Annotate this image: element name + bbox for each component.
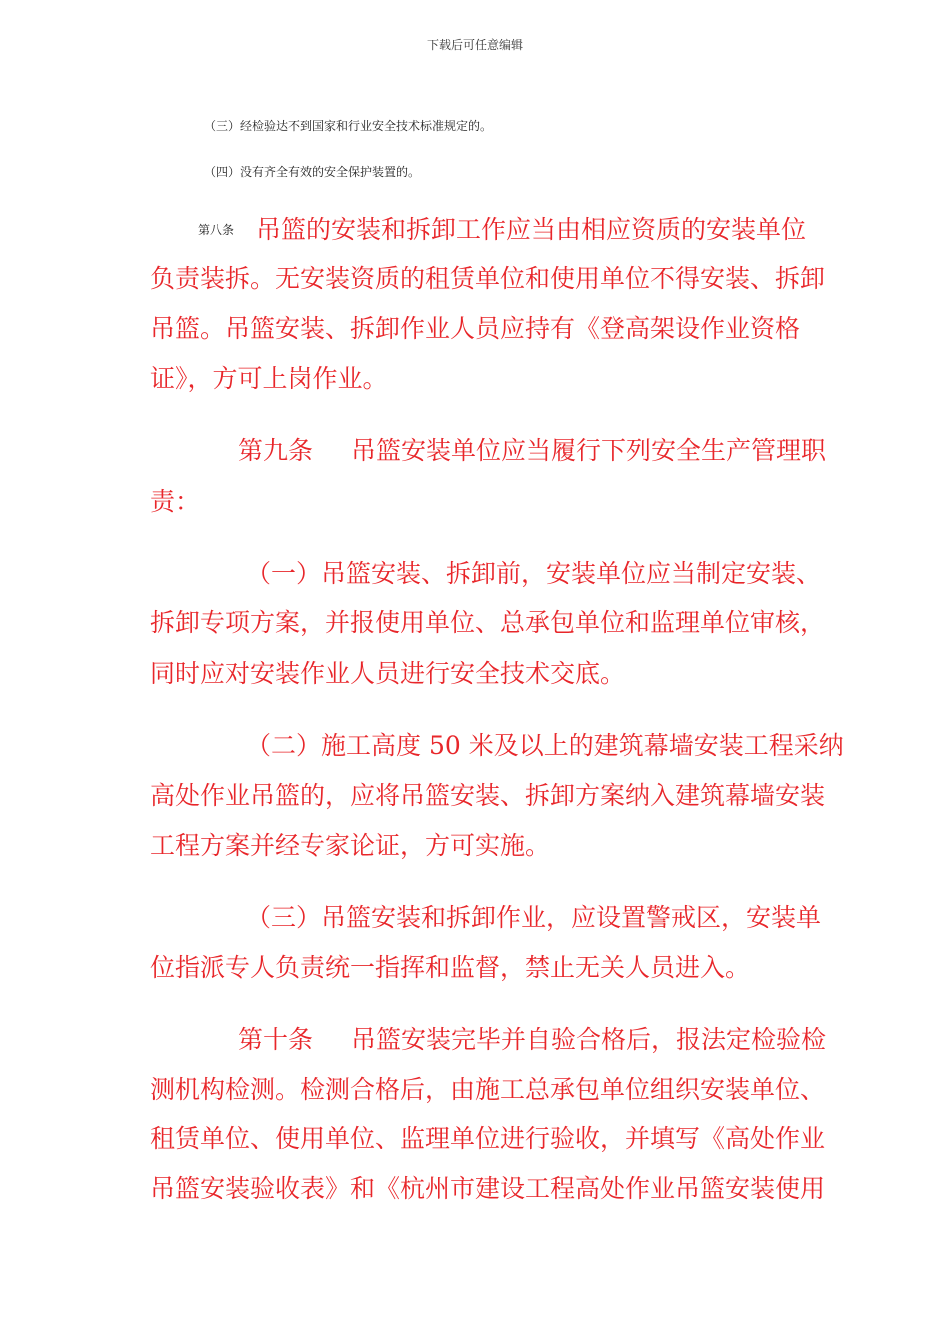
article-9-line-1 [238,436,826,466]
article-8-text-1: 吊篮的安装和拆卸工作应当由相应资质的安装单位 [256,215,807,244]
article-9-line-2: 责： [150,487,201,516]
article-9-p1-line-3: 同时应对安装作业人员进行安全技术交底。 [150,659,626,688]
page-header: 下载后可任意编辑 [426,38,523,52]
article-10-text-1: 吊篮安装完毕并自验合格后，报法定检验检 [351,1025,827,1054]
article-10-line-4: 吊篮安装验收表》和《杭州市建设工程高处作业吊篮安装使用 [150,1174,826,1203]
article-9-p3-line-1: （三）吊篮安装和拆卸作业，应设置警戒区，安装单 [246,903,822,932]
article-10-line-2: 测机构检测。检测合格后，由施工总承包单位组织安装单位、 [150,1075,826,1104]
article-9-p3-line-2: 位指派专人负责统一指挥和监督，禁止无关人员进入。 [150,953,751,982]
item-three: （三）经检验达不到国家和行业安全技术标准规定的。 [204,119,493,133]
article-9-p2-line-2: 高处作业吊篮的，应将吊篮安装、拆卸方案纳入建筑幕墙安装 [150,781,826,810]
article-8-line-1 [198,215,806,245]
article-9-label: 第九条 [238,436,314,465]
article-8-label: 第八条 [198,223,235,237]
article-8-line-4: 证》，方可上岗作业。 [150,364,388,393]
article-8-line-3: 吊篮。吊篮安装、拆卸作业人员应持有《登高架设作业资格 [150,314,801,343]
item-four: （四）没有齐全有效的安全保护装置的。 [204,165,421,179]
article-10-line-3: 租赁单位、使用单位、监理单位进行验收，并填写《高处作业 [150,1124,826,1153]
article-9-p2-line-1: （二）施工高度 50 米及以上的建筑幕墙安装工程采纳 [246,731,844,760]
article-10-label: 第十条 [238,1025,314,1054]
article-9-p1-line-2: 拆卸专项方案，并报使用单位、总承包单位和监理单位审核， [150,608,826,637]
article-9-p1-line-1: （一）吊篮安装、拆卸前，安装单位应当制定安装、 [246,559,822,588]
article-9-p2-line-3: 工程方案并经专家论证，方可实施。 [150,831,551,860]
article-9-text-1: 吊篮安装单位应当履行下列安全生产管理职 [351,436,827,465]
article-8-line-2: 负责装拆。无安装资质的租赁单位和使用单位不得安装、拆卸 [150,264,826,293]
article-10-line-1 [238,1025,826,1055]
